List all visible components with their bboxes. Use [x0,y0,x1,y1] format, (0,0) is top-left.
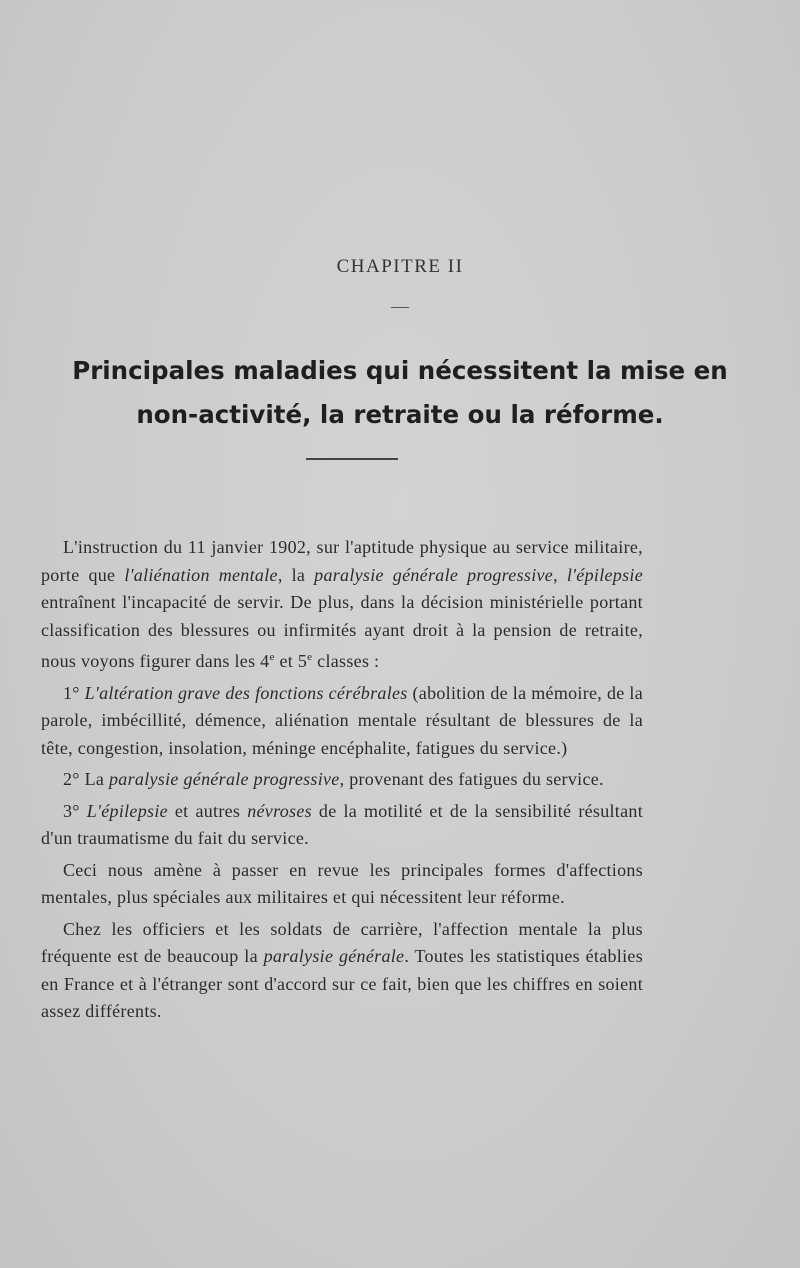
p4-italic-2: névroses [247,800,312,821]
p1-sup-1: e [269,651,275,663]
paragraph-3 [41,766,643,794]
p1-text-4: entraînent l'incapacité de servir. De plus, dans la décision ministérielle portant classification des blessures ou infirmités ayant droit à la pension de retraite, nous voyons figurer dans les 4 [41,592,643,671]
p1-text-5: et 5 [274,651,308,671]
p4-text-2: et autres [167,800,248,821]
p1-italic-2: paralysie générale progressive [314,564,554,585]
p6-italic-1: paralysie générale [263,946,405,966]
chapter-title-line-2: non-activité, la retraite ou la réforme. [136,400,664,429]
p1-italic-1: l'aliénation mentale [124,564,278,585]
p1-sup-2: e [307,651,313,663]
paragraph-2 [41,680,643,763]
chapter-title [30,349,770,437]
p1-italic-3: l'épilepsie [566,564,643,585]
p1-text-6: classes : [312,651,380,671]
p6-text-2: . Toutes les statistiques établies en France et à l'étranger sont d'accord sur ce fait, bien que les chiffres en soient assez différents. [41,946,643,1021]
p4-italic-1: L'épilepsie [86,800,168,821]
p2-text-2: (abolition de la mémoire, de la parole, imbécillité, démence, aliénation mentale résultant de blessures de la tête, congestion, insolation, méninge encéphalite, fatigues du service.) [41,682,643,758]
p3-text-1: 2° La [63,769,109,789]
p2-text-1: 1° [63,682,85,703]
chapter-dash: — [391,296,409,316]
chapter-title-line-1: Principales maladies qui nécessitent la mise en [72,356,728,385]
p1-text-1: L'instruction du 11 janvier 1902, sur l'aptitude physique au service militaire, porte que [41,537,643,585]
p1-text-3: , [553,564,567,585]
p2-italic-1: L'altération grave des fonctions cérébrales [84,682,408,703]
p5-text-1: Ceci nous amène à passer en revue les principales formes d'affections mentales, plus spéciales aux militaires et qui nécessitent leur réforme. [41,859,643,907]
p3-text-2: , provenant des fatigues du service. [339,769,604,789]
paragraph-4 [41,798,643,853]
paragraph-5 [41,857,643,912]
p4-text-3: de la motilité et de la sensibilité résultant d'un traumatisme du fait du service. [41,800,643,848]
body-text [41,534,643,1030]
p3-italic-1: paralysie générale progressive [108,769,340,789]
title-rule [306,458,398,460]
paragraph-1 [41,534,643,676]
p1-text-2: , la [277,564,315,585]
paragraph-6 [41,916,643,1026]
p4-text-1: 3° [63,800,87,821]
p6-text-1: Chez les officiers et les soldats de carrière, l'affection mentale la plus fréquente est de beaucoup la [41,918,643,966]
chapter-heading: CHAPITRE II [336,256,464,277]
